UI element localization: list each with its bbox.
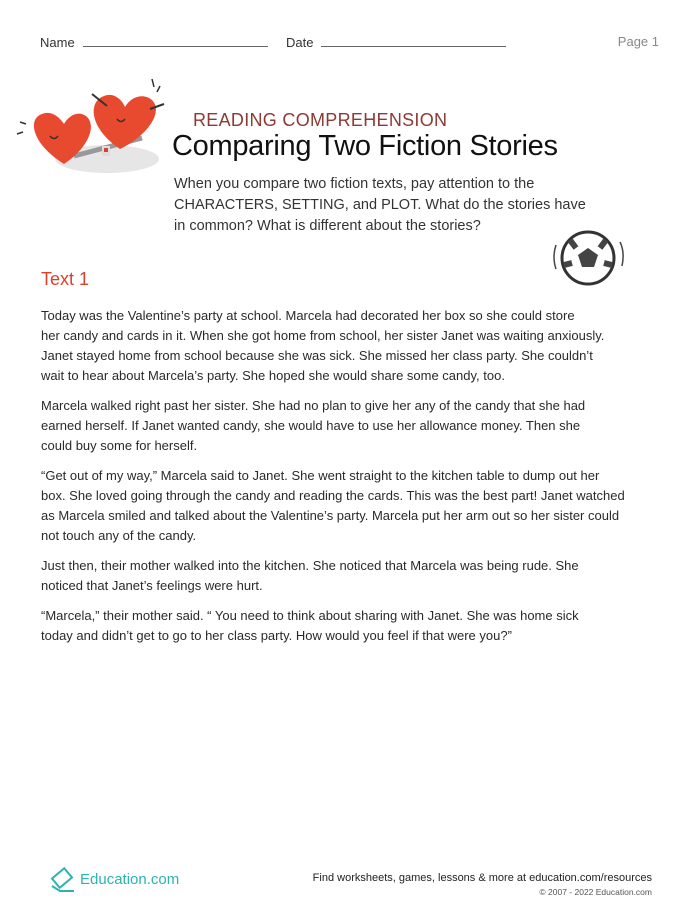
story-line: not touch any of the candy. — [41, 528, 197, 543]
name-line[interactable] — [83, 34, 268, 47]
name-label: Name — [40, 35, 75, 50]
story-paragraph — [41, 306, 671, 386]
footer-copyright: © 2007 - 2022 Education.com — [539, 887, 652, 897]
story-line: could buy some for herself. — [41, 438, 198, 453]
story-line: earned herself. If Janet wanted candy, she would have to use her allowance money. Then she — [41, 418, 581, 433]
story-line: noticed that Janet’s feelings were hurt. — [41, 578, 263, 593]
story-line: wait to hear about Marcela’s party. She hoped she would share some candy, too. — [41, 368, 505, 383]
story-line: Today was the Valentine’s party at school. Marcela had decorated her box so she could store — [41, 308, 575, 323]
story-line: as Marcela smiled and talked about the Valentine’s party. Marcela put her arm out so her sister could — [41, 508, 620, 523]
education-logo-icon — [50, 866, 76, 892]
date-line[interactable] — [321, 34, 506, 47]
story-line: Janet stayed home from school because she was sick. She missed her class party. She couldn’t — [41, 348, 593, 363]
soccer-ball-illustration — [548, 220, 628, 290]
education-logo[interactable] — [50, 866, 179, 892]
story-line: her candy and cards in it. When she got home from school, her sister Janet was waiting anxiously. — [41, 328, 605, 343]
intro-text: When you compare two fiction texts, pay attention to the CHARACTERS, SETTING, and PLOT. What do the stories have in common? What is different about the stories? — [174, 176, 586, 234]
story-line: box. She loved going through the candy and reading the cards. This was the best part! Janet watched — [41, 488, 625, 503]
story-paragraph — [41, 556, 671, 596]
story-line: Marcela walked right past her sister. She had no plan to give her any of the candy that she had — [41, 398, 586, 413]
logo-text: Education.com — [80, 870, 180, 888]
story-paragraph — [41, 606, 671, 646]
story-line: Just then, their mother walked into the kitchen. She noticed that Marcela was being rude. She — [41, 558, 579, 573]
page-number: Page 1 — [617, 34, 659, 49]
hearts-seesaw-illustration — [12, 74, 172, 184]
story-paragraph — [41, 466, 671, 546]
story-line: today and didn’t get to go to her class party. How would you feel if that were you?” — [41, 628, 512, 643]
page-title: Comparing Two Fiction Stories — [172, 130, 558, 162]
section-heading: Text 1 — [41, 269, 90, 289]
story-paragraph — [41, 396, 671, 456]
footer-tagline[interactable]: Find worksheets, games, lessons & more at education.com/resources — [312, 872, 652, 884]
name-field[interactable] — [40, 34, 268, 50]
date-label: Date — [286, 35, 314, 50]
story-line: “Get out of my way,” Marcela said to Janet. She went straight to the kitchen table to dump out her — [41, 468, 600, 483]
date-field[interactable] — [286, 34, 506, 50]
kicker-label: READING COMPREHENSION — [193, 110, 448, 130]
story-line: “Marcela,” their mother said. “ You need to think about sharing with Janet. She was home sick — [41, 608, 579, 623]
story-text — [41, 306, 671, 656]
